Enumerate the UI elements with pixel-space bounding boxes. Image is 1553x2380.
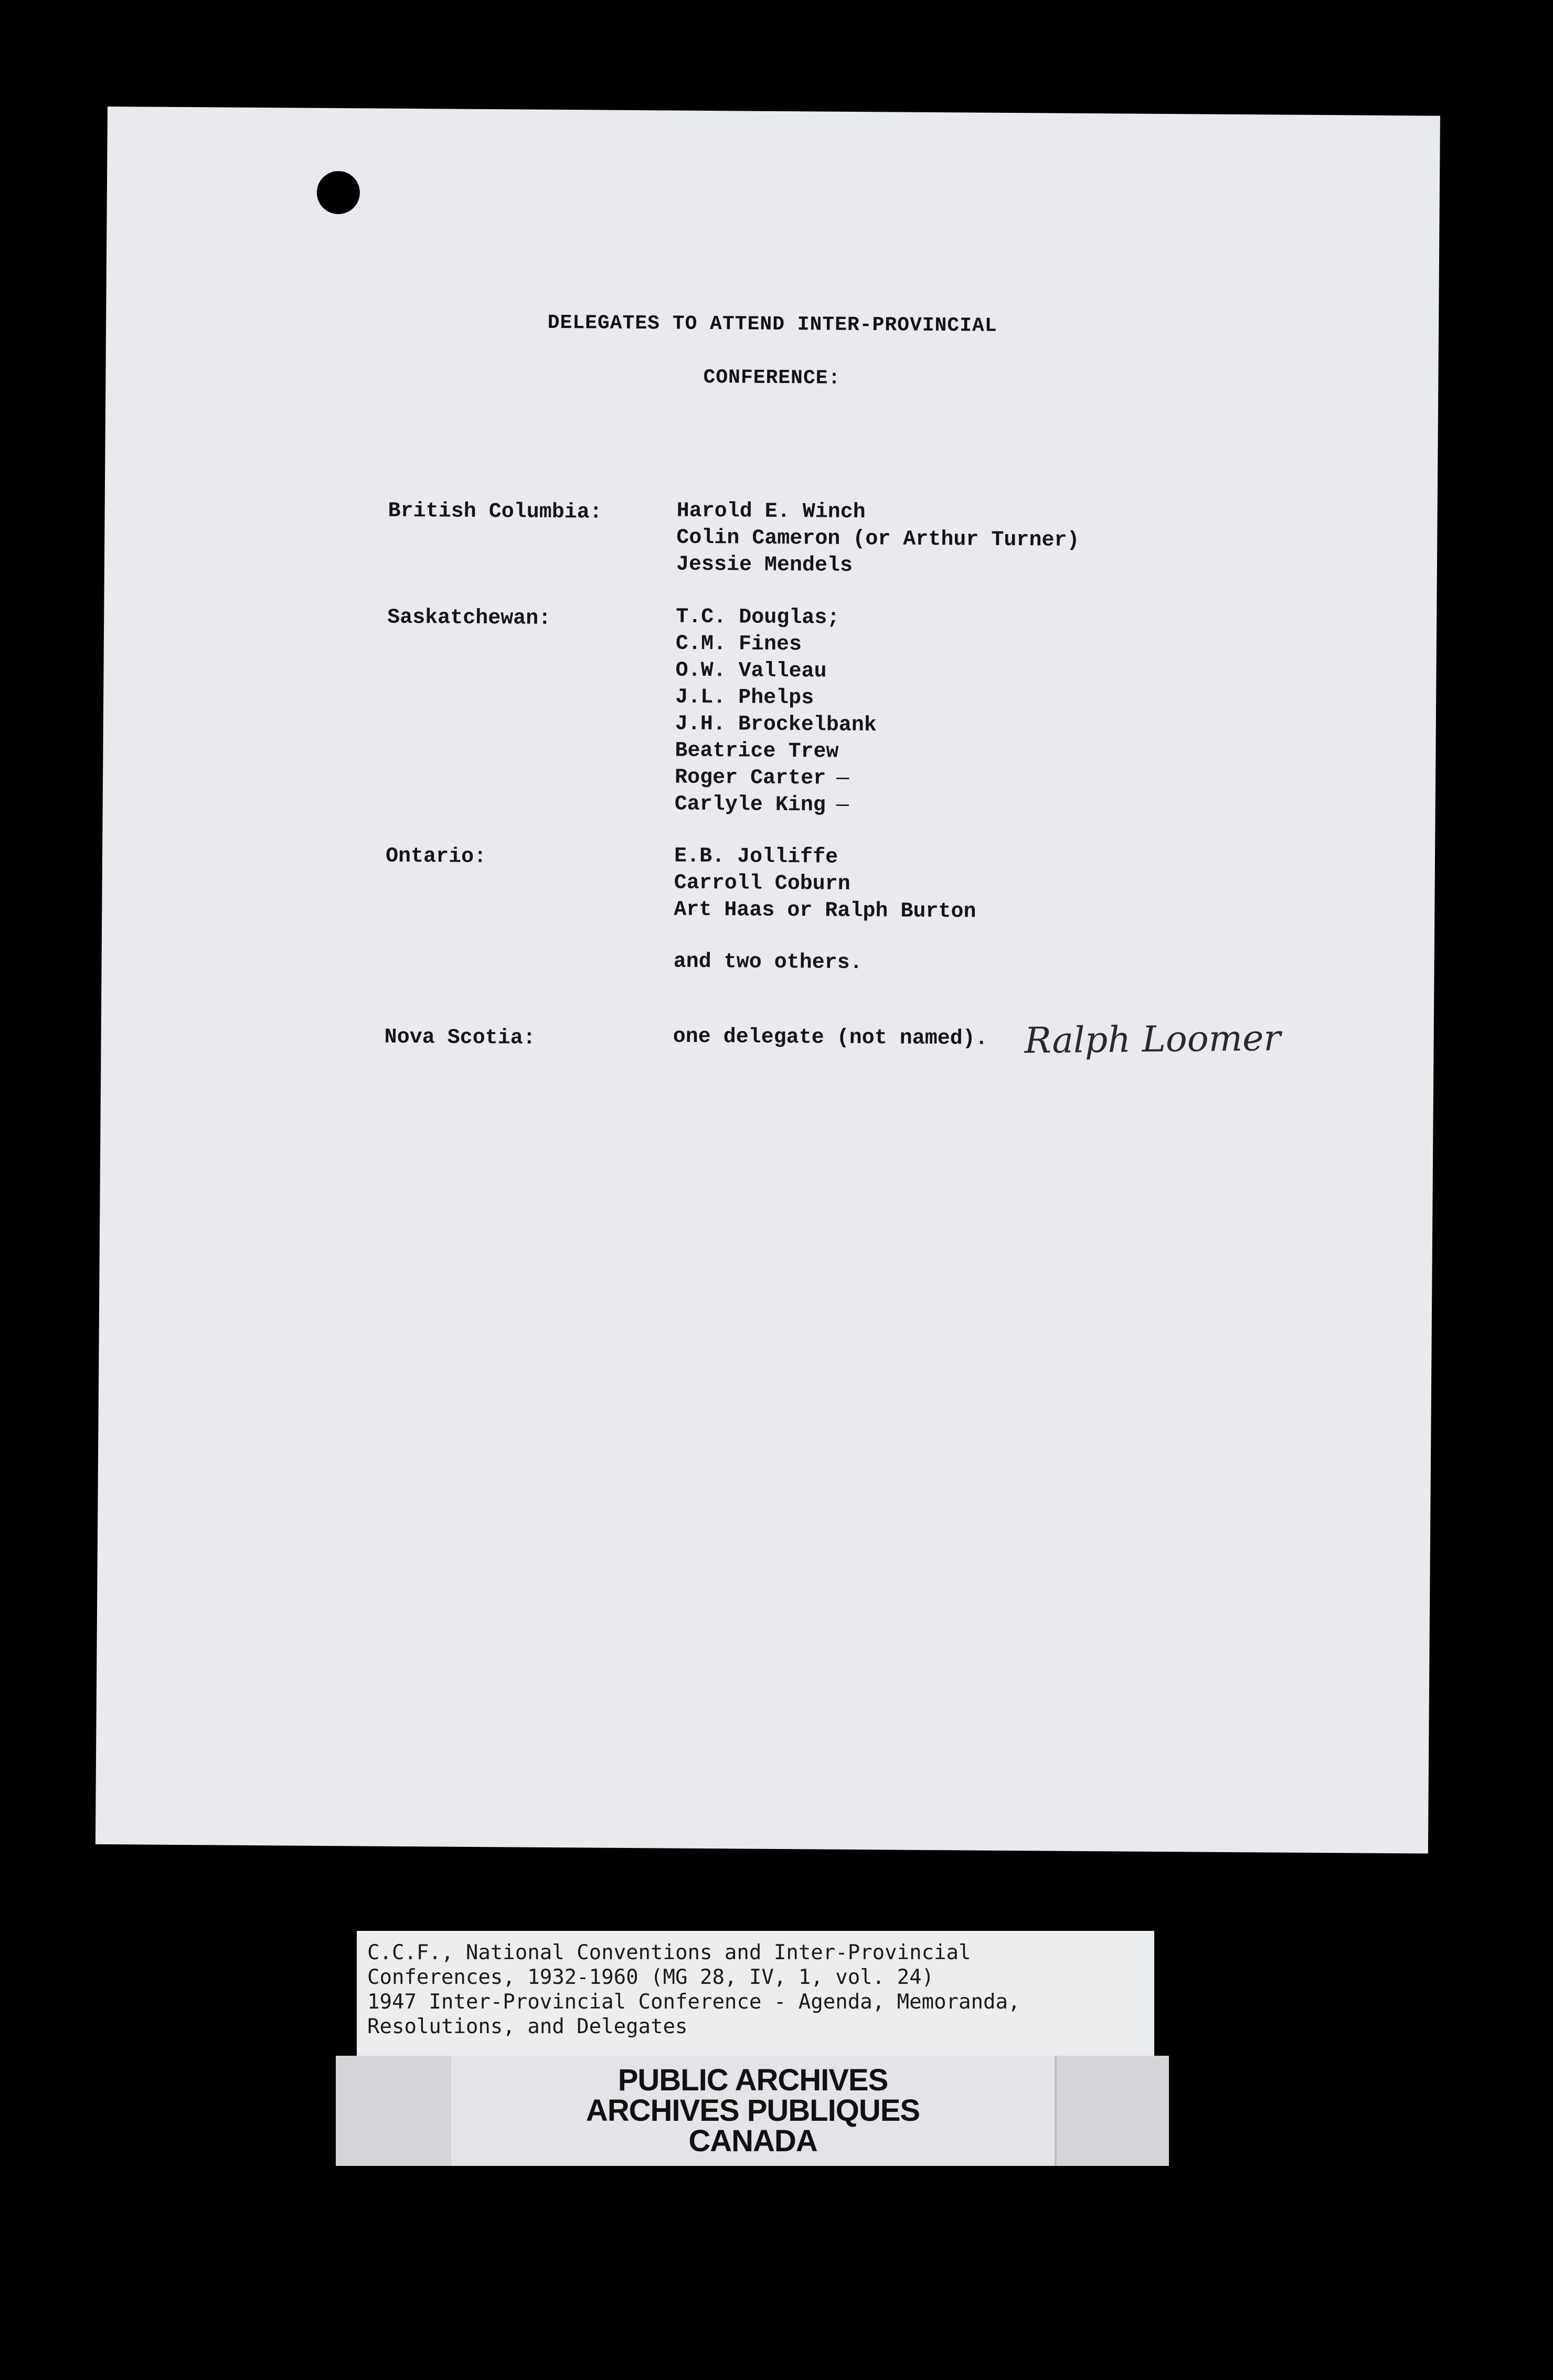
citation-line: C.C.F., National Conventions and Inter-Provincial bbox=[367, 1941, 971, 1964]
delegate-name-marked bbox=[675, 764, 876, 793]
delegate-name: J.H. Brockelbank bbox=[675, 712, 877, 738]
punch-hole bbox=[317, 171, 360, 215]
delegate-list-nova-scotia bbox=[673, 1024, 987, 1053]
archive-citation-label bbox=[357, 1931, 1154, 2073]
pen-check-mark: — bbox=[836, 767, 849, 791]
citation-line: Resolutions, and Delegates bbox=[367, 2015, 688, 2038]
delegate-name: one delegate (not named). bbox=[673, 1025, 988, 1051]
delegate-list-ontario bbox=[673, 843, 976, 978]
document-page bbox=[95, 107, 1440, 1854]
delegate-name: T.C. Douglas; bbox=[676, 605, 840, 630]
pen-check-mark: — bbox=[836, 793, 849, 817]
stamp-line: PUBLIC ARCHIVES bbox=[618, 2063, 888, 2097]
delegate-name-marked bbox=[675, 791, 876, 820]
delegate-name: C.M. Fines bbox=[675, 632, 802, 657]
delegate-name: Colin Cameron (or Arthur Turner) bbox=[676, 526, 1080, 552]
stamp-fold-line bbox=[1055, 2056, 1057, 2166]
delegate-name: E.B. Jolliffe bbox=[674, 844, 838, 869]
delegate-name: Carroll Coburn bbox=[674, 871, 850, 896]
delegate-name: Art Haas or Ralph Burton bbox=[674, 898, 976, 924]
delegate-name: Carlyle King bbox=[674, 792, 826, 817]
delegate-name: O.W. Valleau bbox=[675, 658, 827, 684]
delegate-name: Harold E. Winch bbox=[676, 499, 866, 525]
document-heading-line2: CONFERENCE: bbox=[703, 366, 841, 390]
archives-stamp bbox=[336, 2056, 1169, 2166]
handwritten-annotation: Ralph Loomer bbox=[1024, 1017, 1281, 1062]
citation-line: 1947 Inter-Provincial Conference - Agenda, Memoranda, bbox=[367, 1990, 1020, 2014]
stamp-label bbox=[451, 2056, 1055, 2166]
delegate-name: J.L. Phelps bbox=[675, 685, 814, 710]
citation-line: Conferences, 1932-1960 (MG 28, IV, 1, vol. 24) bbox=[367, 1965, 934, 1989]
delegate-list-saskatchewan bbox=[675, 604, 878, 820]
delegate-name: Roger Carter bbox=[674, 766, 826, 791]
province-saskatchewan: Saskatchewan: bbox=[387, 605, 551, 631]
delegate-name: Beatrice Trew bbox=[675, 739, 839, 764]
document-heading-line1: DELEGATES TO ATTEND INTER-PROVINCIAL bbox=[547, 311, 997, 337]
stamp-line: ARCHIVES PUBLIQUES bbox=[586, 2094, 920, 2128]
province-ontario: Ontario: bbox=[385, 844, 487, 869]
delegate-name: Jessie Mendels bbox=[676, 552, 853, 578]
stamp-line: CANADA bbox=[688, 2124, 817, 2158]
province-nova-scotia: Nova Scotia: bbox=[384, 1025, 536, 1050]
province-british-columbia: British Columbia: bbox=[388, 499, 602, 525]
delegate-extra-note: and two others. bbox=[673, 950, 863, 975]
delegate-list-british-columbia bbox=[676, 498, 1080, 581]
